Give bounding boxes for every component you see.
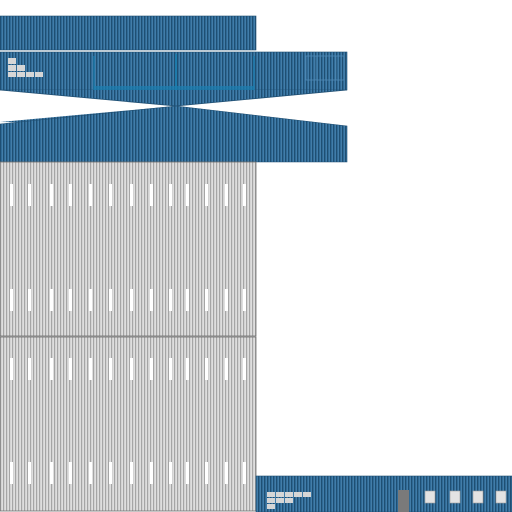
- skylight-strip: [243, 462, 246, 484]
- skylight-strip: [225, 184, 228, 206]
- skylight-strip: [150, 462, 153, 484]
- skylight-strip: [186, 462, 189, 484]
- skylight-strip: [243, 358, 246, 380]
- skylight-strip: [109, 184, 112, 206]
- skylight-strip: [205, 184, 208, 206]
- skylight-strip: [10, 184, 13, 206]
- skylight-strip: [28, 184, 31, 206]
- skylight-strip: [50, 358, 53, 380]
- skylight-strip: [150, 358, 153, 380]
- annex-window-2: [450, 491, 460, 503]
- annex-window-4: [496, 491, 506, 503]
- annex-door: [398, 490, 409, 512]
- skylight-strip: [130, 289, 133, 311]
- skylight-strip: [10, 289, 13, 311]
- skylight-strip: [169, 358, 172, 380]
- skylight-strip: [205, 462, 208, 484]
- skylight-strip: [186, 289, 189, 311]
- skylight-strip: [50, 184, 53, 206]
- skylight-strip: [243, 289, 246, 311]
- skylight-strip: [69, 289, 72, 311]
- skylight-strip: [89, 184, 92, 206]
- skylight-strip: [186, 184, 189, 206]
- skylight-strip: [50, 462, 53, 484]
- skylight-strip: [89, 358, 92, 380]
- skylight-strip: [130, 358, 133, 380]
- skylight-strip: [243, 184, 246, 206]
- skylight-strip: [169, 462, 172, 484]
- skylight-strip: [28, 462, 31, 484]
- skylight-strip: [10, 462, 13, 484]
- upper-roof-section: [0, 52, 347, 90]
- skylight-strip: [186, 358, 189, 380]
- skylight-strip: [10, 358, 13, 380]
- gable-roof-section: [0, 106, 347, 162]
- annex-window-1: [425, 491, 435, 503]
- skylight-strip: [89, 289, 92, 311]
- lower-wall-panel: [0, 337, 256, 511]
- skylight-strip: [130, 462, 133, 484]
- skylight-strip: [89, 462, 92, 484]
- skylight-strip: [205, 289, 208, 311]
- skylight-strip: [225, 358, 228, 380]
- skylight-strip: [50, 289, 53, 311]
- skylight-strip: [169, 184, 172, 206]
- skylight-strip: [69, 184, 72, 206]
- skylight-strip: [130, 184, 133, 206]
- skylight-strip: [150, 289, 153, 311]
- skylight-strip: [28, 358, 31, 380]
- skylight-strip: [69, 358, 72, 380]
- annex-window-3: [473, 491, 483, 503]
- skylight-strip: [69, 462, 72, 484]
- skylight-strip: [225, 289, 228, 311]
- skylight-strip: [169, 289, 172, 311]
- skylight-strip: [28, 289, 31, 311]
- skylight-strip: [109, 358, 112, 380]
- skylight-strip: [109, 462, 112, 484]
- annex-building: [256, 476, 512, 512]
- skylight-strip: [150, 184, 153, 206]
- skylight-strip: [225, 462, 228, 484]
- skylight-strip: [109, 289, 112, 311]
- top-roof-band: [0, 16, 256, 50]
- upper-wall-panel: [0, 162, 256, 336]
- skylight-strip: [205, 358, 208, 380]
